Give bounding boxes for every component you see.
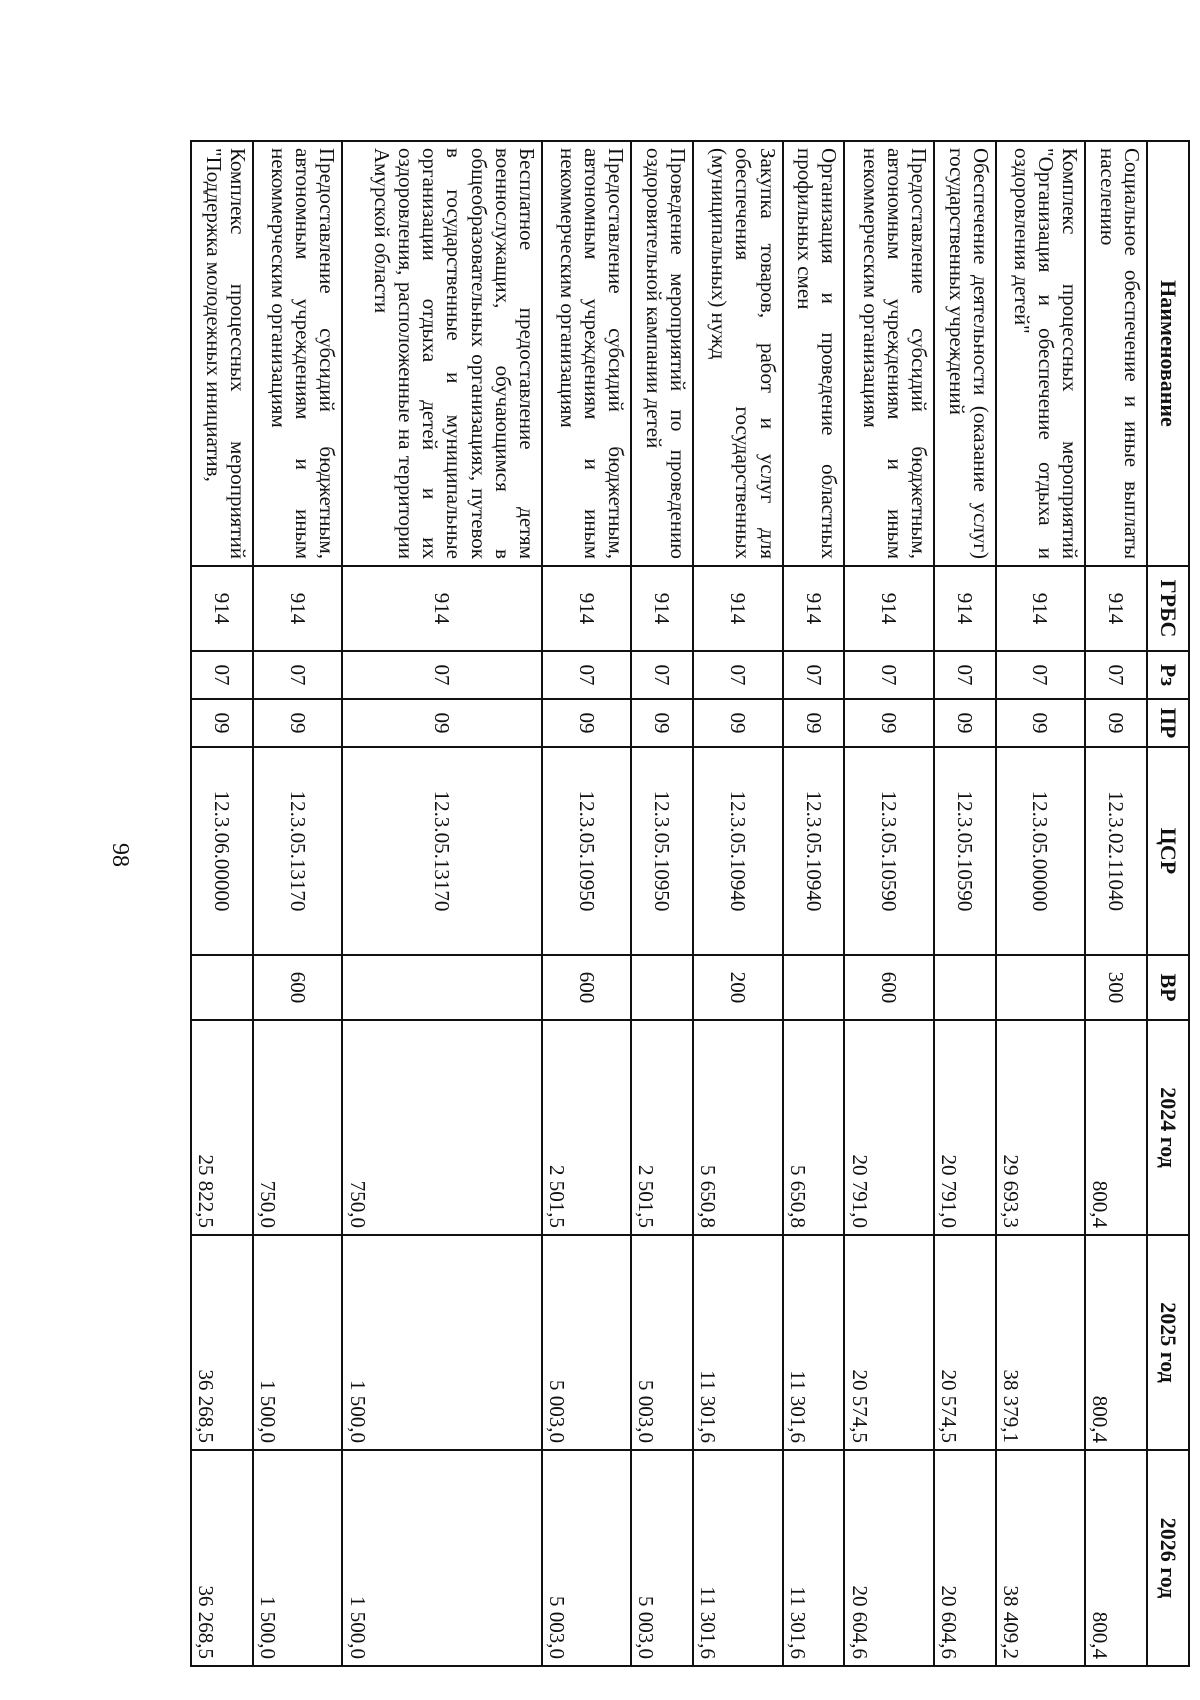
row-grbs: 914 — [783, 566, 845, 651]
row-grbs: 914 — [996, 566, 1085, 651]
row-grbs: 914 — [191, 566, 253, 651]
row-2024: 5 650,8 — [783, 1020, 845, 1235]
column-header-2024: 2024 год — [1147, 1020, 1189, 1235]
row-name: Закупка товаров, работ и услуг для обеспечения государственных (муниципальных) нужд — [693, 141, 782, 566]
column-header-rz: Рз — [1147, 651, 1189, 699]
row-rz: 07 — [253, 651, 342, 699]
row-grbs: 914 — [253, 566, 342, 651]
row-grbs: 914 — [934, 566, 996, 651]
row-2025: 1 500,0 — [253, 1235, 342, 1450]
table-row — [253, 141, 342, 1666]
row-2024: 800,4 — [1085, 1020, 1147, 1235]
row-csr: 12.3.05.10590 — [934, 747, 996, 955]
page-number: 98 — [107, 843, 133, 867]
row-csr: 12.3.05.10950 — [631, 747, 693, 955]
row-2025: 11 301,6 — [693, 1235, 782, 1450]
row-vr — [342, 955, 542, 1020]
table-row — [631, 141, 693, 1666]
row-pr: 09 — [542, 699, 631, 747]
row-pr: 09 — [693, 699, 782, 747]
row-vr — [996, 955, 1085, 1020]
table-row — [191, 141, 253, 1666]
row-2026: 20 604,6 — [844, 1450, 933, 1666]
row-2025: 38 379,1 — [996, 1235, 1085, 1450]
row-csr: 12.3.06.00000 — [191, 747, 253, 955]
row-pr: 09 — [191, 699, 253, 747]
budget-table-container — [190, 140, 1190, 1665]
column-header-2025: 2025 год — [1147, 1235, 1189, 1450]
row-grbs: 914 — [844, 566, 933, 651]
row-2025: 20 574,5 — [934, 1235, 996, 1450]
row-pr: 09 — [631, 699, 693, 747]
row-vr — [783, 955, 845, 1020]
row-name: Организация и проведение областных профильных смен — [783, 141, 845, 566]
row-name: Комплекс процессных мероприятий "Поддержка молодежных инициатив, — [191, 141, 253, 566]
table-row — [542, 141, 631, 1666]
row-2026: 36 268,5 — [191, 1450, 253, 1666]
row-rz: 07 — [631, 651, 693, 699]
row-pr: 09 — [996, 699, 1085, 747]
row-2026: 5 003,0 — [542, 1450, 631, 1666]
column-header-pr: ПР — [1147, 699, 1189, 747]
column-header-name: Наименование — [1147, 141, 1189, 566]
row-vr — [934, 955, 996, 1020]
row-2024: 2 501,5 — [631, 1020, 693, 1235]
row-2024: 750,0 — [342, 1020, 542, 1235]
row-2026: 800,4 — [1085, 1450, 1147, 1666]
row-rz: 07 — [996, 651, 1085, 699]
budget-table — [190, 140, 1190, 1667]
row-2026: 20 604,6 — [934, 1450, 996, 1666]
row-name: Предоставление субсидий бюджетным, автономным учреждениям и иным некоммерческим организациям — [542, 141, 631, 566]
row-name: Комплекс процессных мероприятий "Организация и обеспечение отдыха и оздоровления детей" — [996, 141, 1085, 566]
row-2024: 2 501,5 — [542, 1020, 631, 1235]
row-grbs: 914 — [1085, 566, 1147, 651]
row-name: Социальное обеспечение и иные выплаты населению — [1085, 141, 1147, 566]
table-row — [693, 141, 782, 1666]
row-rz: 07 — [1085, 651, 1147, 699]
row-csr: 12.3.05.10950 — [542, 747, 631, 955]
row-csr: 12.3.02.11040 — [1085, 747, 1147, 955]
row-grbs: 914 — [693, 566, 782, 651]
row-2025: 36 268,5 — [191, 1235, 253, 1450]
table-row — [844, 141, 933, 1666]
row-rz: 07 — [844, 651, 933, 699]
row-pr: 09 — [783, 699, 845, 747]
row-csr: 12.3.05.13170 — [342, 747, 542, 955]
table-row — [1085, 141, 1147, 1666]
row-pr: 09 — [342, 699, 542, 747]
row-csr: 12.3.05.13170 — [253, 747, 342, 955]
row-2024: 29 693,3 — [996, 1020, 1085, 1235]
row-rz: 07 — [934, 651, 996, 699]
row-rz: 07 — [693, 651, 782, 699]
row-vr: 600 — [253, 955, 342, 1020]
row-2025: 11 301,6 — [783, 1235, 845, 1450]
row-2024: 20 791,0 — [934, 1020, 996, 1235]
row-2024: 750,0 — [253, 1020, 342, 1235]
column-header-csr: ЦСР — [1147, 747, 1189, 955]
row-rz: 07 — [342, 651, 542, 699]
row-grbs: 914 — [631, 566, 693, 651]
table-row — [342, 141, 542, 1666]
row-rz: 07 — [191, 651, 253, 699]
row-csr: 12.3.05.10940 — [693, 747, 782, 955]
row-name: Предоставление субсидий бюджетным, автономным учреждениям и иным некоммерческим организациям — [844, 141, 933, 566]
row-2026: 11 301,6 — [693, 1450, 782, 1666]
row-2025: 20 574,5 — [844, 1235, 933, 1450]
row-2024: 20 791,0 — [844, 1020, 933, 1235]
row-2026: 1 500,0 — [342, 1450, 542, 1666]
row-name: Проведение мероприятий по проведению оздоровительной кампании детей — [631, 141, 693, 566]
row-vr: 200 — [693, 955, 782, 1020]
row-rz: 07 — [542, 651, 631, 699]
row-name: Обеспечение деятельности (оказание услуг) государственных учреждений — [934, 141, 996, 566]
row-grbs: 914 — [542, 566, 631, 651]
row-2026: 11 301,6 — [783, 1450, 845, 1666]
row-2025: 5 003,0 — [542, 1235, 631, 1450]
row-2024: 5 650,8 — [693, 1020, 782, 1235]
row-vr — [191, 955, 253, 1020]
row-pr: 09 — [934, 699, 996, 747]
row-pr: 09 — [253, 699, 342, 747]
row-grbs: 914 — [342, 566, 542, 651]
row-vr: 300 — [1085, 955, 1147, 1020]
row-csr: 12.3.05.10590 — [844, 747, 933, 955]
row-rz: 07 — [783, 651, 845, 699]
column-header-grbs: ГРБС — [1147, 566, 1189, 651]
row-pr: 09 — [844, 699, 933, 747]
row-vr: 600 — [844, 955, 933, 1020]
row-2026: 38 409,2 — [996, 1450, 1085, 1666]
row-vr: 600 — [542, 955, 631, 1020]
row-pr: 09 — [1085, 699, 1147, 747]
row-2026: 1 500,0 — [253, 1450, 342, 1666]
column-header-2026: 2026 год — [1147, 1450, 1189, 1666]
table-row — [934, 141, 996, 1666]
row-csr: 12.3.05.10940 — [783, 747, 845, 955]
row-csr: 12.3.05.00000 — [996, 747, 1085, 955]
row-2025: 800,4 — [1085, 1235, 1147, 1450]
table-header-row — [1147, 141, 1189, 1666]
table-row — [996, 141, 1085, 1666]
row-2024: 25 822,5 — [191, 1020, 253, 1235]
table-row — [783, 141, 845, 1666]
column-header-vr: ВР — [1147, 955, 1189, 1020]
row-name: Бесплатное предоставление детям военнослужащих, обучающимся в общеобразовательных организациях, путевок в государственные и муниципальные организации отдыха детей и их оздоровления, расположенные на территории Амурской области — [342, 141, 542, 566]
row-vr — [631, 955, 693, 1020]
row-2025: 1 500,0 — [342, 1235, 542, 1450]
row-2026: 5 003,0 — [631, 1450, 693, 1666]
row-name: Предоставление субсидий бюджетным, автономным учреждениям и иным некоммерческим организациям — [253, 141, 342, 566]
row-2025: 5 003,0 — [631, 1235, 693, 1450]
